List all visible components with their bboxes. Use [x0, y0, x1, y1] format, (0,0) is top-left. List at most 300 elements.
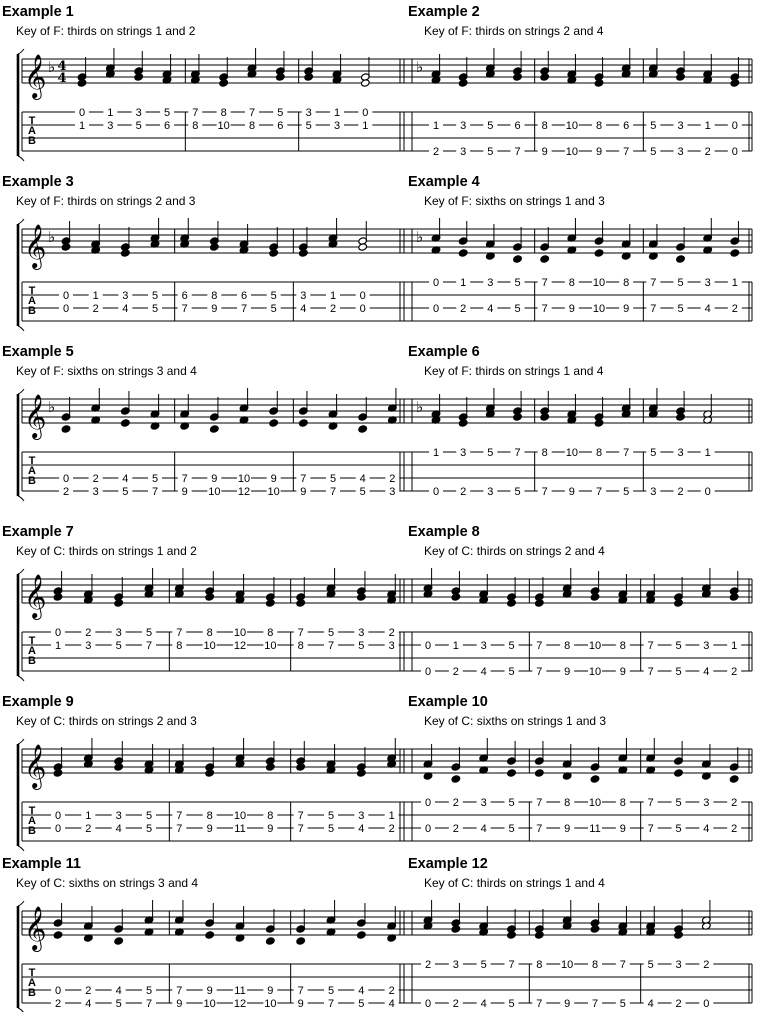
- flat-key-signature-icon: ♭: [48, 58, 56, 76]
- tab-fret-number: 8: [206, 627, 213, 639]
- tab-fret-number: 10: [233, 810, 247, 822]
- tab-fret-number: 5: [650, 120, 657, 132]
- tab-fret-number: 2: [388, 823, 395, 835]
- tab-fret-number: 5: [145, 627, 153, 639]
- tab-fret-number: 5: [508, 823, 515, 835]
- notehead: [535, 769, 545, 777]
- example-title: Example 1: [2, 4, 74, 20]
- tab-fret-number: 0: [362, 107, 369, 119]
- tab-fret-number: 9: [181, 486, 188, 498]
- tab-fret-number: 10: [264, 998, 277, 1010]
- tab-fret-number: 0: [54, 823, 62, 835]
- example-subtitle: Key of F: sixths on strings 3 and 4: [16, 364, 197, 378]
- tab-fret-number: 4: [115, 985, 122, 997]
- treble-clef-icon: 𝄞: [24, 54, 47, 98]
- tab-fret-number: 11: [589, 823, 601, 835]
- tab-fret-number: 5: [358, 998, 365, 1010]
- tab-fret-number: 10: [561, 959, 574, 971]
- notehead: [61, 425, 71, 433]
- tab-fret-number: 0: [704, 486, 711, 498]
- flat-key-signature-icon: ♭: [48, 228, 56, 246]
- tab-fret-number: 5: [145, 823, 153, 835]
- tab-fret-number: 5: [305, 120, 312, 132]
- tab-fret-number: 2: [424, 959, 432, 971]
- tab-fret-number: 0: [359, 303, 366, 315]
- tab-fret-number: 7: [650, 277, 657, 289]
- tab-fret-number: 10: [565, 120, 578, 132]
- tab-fret-number: 8: [595, 447, 603, 459]
- tab-fret-number: 4: [358, 985, 365, 997]
- tab-fret-number: 2: [85, 823, 92, 835]
- example-3-notation: [18, 218, 412, 331]
- tab-fret-number: 3: [704, 277, 711, 289]
- tab-fret-number: 9: [564, 998, 571, 1010]
- notehead: [299, 419, 309, 427]
- tab-clef-icon: B: [28, 655, 36, 667]
- tab-clef-icon: A: [28, 125, 36, 137]
- tab-clef-icon: T: [28, 285, 36, 297]
- tab-fret-number: 7: [650, 303, 657, 315]
- tab-fret-number: 3: [677, 120, 684, 132]
- tab-fret-number: 8: [564, 640, 571, 652]
- tab-clef-icon: B: [28, 825, 36, 837]
- tab-fret-number: 4: [704, 303, 711, 315]
- tab-fret-number: 3: [85, 640, 92, 652]
- example-title: Example 3: [2, 174, 74, 190]
- tab-fret-number: 8: [176, 640, 183, 652]
- tab-fret-number: 7: [297, 985, 304, 997]
- tab-fret-number: 0: [359, 290, 366, 302]
- tab-fret-number: 7: [181, 303, 188, 315]
- tab-fret-number: 4: [359, 473, 366, 485]
- tab-fret-number: 9: [297, 998, 304, 1010]
- tab-fret-number: 9: [300, 486, 307, 498]
- example-10-notation: [400, 738, 752, 841]
- tab-fret-number: 5: [135, 120, 142, 132]
- flat-key-signature-icon: ♭: [416, 228, 424, 246]
- tab-fret-number: 3: [677, 146, 684, 158]
- tab-clef-icon: A: [28, 465, 36, 477]
- tab-fret-number: 9: [568, 486, 575, 498]
- tab-fret-number: 7: [647, 797, 654, 809]
- notehead: [269, 419, 279, 427]
- tab-clef-icon: A: [28, 977, 36, 989]
- tab-fret-number: 4: [122, 473, 129, 485]
- tab-fret-number: 10: [237, 473, 251, 485]
- tab-fret-number: 5: [327, 810, 335, 822]
- tab-fret-number: 8: [297, 640, 304, 652]
- tab-fret-number: 0: [424, 666, 432, 678]
- tab-fret-number: 3: [460, 120, 467, 132]
- tab-fret-number: 5: [270, 303, 277, 315]
- tab-fret-number: 5: [270, 290, 277, 302]
- tab-fret-number: 8: [619, 797, 626, 809]
- example-title: Example 4: [408, 174, 480, 190]
- tab-fret-number: 2: [731, 666, 738, 678]
- tab-fret-number: 3: [460, 447, 467, 459]
- tab-fret-number: 9: [595, 146, 603, 158]
- tab-clef-icon: T: [28, 635, 36, 647]
- example-4-notation: [400, 218, 752, 321]
- tab-fret-number: 5: [514, 277, 521, 289]
- tab-fret-number: 10: [592, 303, 606, 315]
- tab-fret-number: 2: [731, 303, 738, 315]
- notehead: [674, 769, 684, 777]
- tab-fret-number: 0: [78, 107, 86, 119]
- tab-fret-number: 6: [181, 290, 188, 302]
- tab-fret-number: 9: [623, 303, 630, 315]
- tab-fret-number: 9: [206, 985, 213, 997]
- tab-fret-number: 10: [264, 640, 277, 652]
- tab-fret-number: 5: [115, 998, 122, 1010]
- tab-fret-number: 1: [85, 810, 92, 822]
- tab-fret-number: 7: [300, 473, 307, 485]
- example-12-notation: [400, 900, 752, 1010]
- example-subtitle: Key of F: thirds on strings 2 and 4: [424, 24, 604, 38]
- tab-fret-number: 7: [176, 810, 183, 822]
- tab-fret-number: 4: [480, 823, 487, 835]
- tab-fret-number: 3: [300, 290, 307, 302]
- tab-fret-number: 7: [240, 303, 248, 315]
- tab-fret-number: 0: [424, 998, 432, 1010]
- tab-fret-number: 3: [135, 107, 142, 119]
- tab-fret-number: 12: [233, 998, 247, 1010]
- flat-key-signature-icon: ♭: [416, 58, 424, 76]
- tab-fret-number: 5: [327, 823, 335, 835]
- tab-fret-number: 1: [333, 107, 341, 119]
- tab-fret-number: 3: [675, 959, 682, 971]
- example-7-notation: [18, 568, 412, 681]
- tab-fret-number: 7: [176, 823, 183, 835]
- tab-fret-number: 9: [541, 146, 548, 158]
- example-title: Example 11: [2, 856, 81, 872]
- tab-fret-number: 2: [329, 303, 337, 315]
- tab-fret-number: 3: [358, 810, 365, 822]
- tab-fret-number: 5: [508, 666, 515, 678]
- tab-fret-number: 7: [327, 640, 335, 652]
- tab-fret-number: 7: [536, 823, 543, 835]
- tab-fret-number: 10: [203, 640, 216, 652]
- tab-fret-number: 3: [333, 120, 341, 132]
- notehead: [358, 425, 368, 433]
- tab-fret-number: 1: [92, 290, 99, 302]
- treble-clef-icon: 𝄞: [24, 394, 47, 438]
- example-subtitle: Key of F: sixths on strings 1 and 3: [424, 194, 605, 208]
- tab-fret-number: 1: [704, 447, 711, 459]
- tab-fret-number: 2: [704, 146, 711, 158]
- tab-clef-icon: T: [28, 455, 36, 467]
- tab-clef-icon: T: [28, 805, 36, 817]
- tab-fret-number: 11: [234, 823, 246, 835]
- tab-fret-number: 6: [163, 120, 171, 132]
- tab-fret-number: 2: [92, 303, 99, 315]
- tab-fret-number: 1: [362, 120, 369, 132]
- tab-fret-number: 4: [300, 303, 307, 315]
- tab-fret-number: 4: [480, 998, 487, 1010]
- flat-key-signature-icon: ♭: [416, 398, 424, 416]
- tab-fret-number: 7: [536, 797, 543, 809]
- tab-fret-number: 7: [297, 627, 304, 639]
- tab-fret-number: 8: [568, 277, 575, 289]
- tab-fret-number: 8: [248, 120, 256, 132]
- example-9-notation: [18, 738, 412, 851]
- notehead: [357, 931, 367, 939]
- tab-fret-number: 7: [591, 998, 599, 1010]
- tab-fret-number: 8: [619, 640, 626, 652]
- tab-fret-number: 0: [54, 627, 62, 639]
- tab-fret-number: 2: [452, 797, 459, 809]
- tab-fret-number: 10: [588, 797, 602, 809]
- tab-fret-number: 1: [107, 107, 114, 119]
- notehead: [594, 249, 604, 257]
- tab-fret-number: 1: [452, 640, 459, 652]
- tab-fret-number: 5: [677, 303, 684, 315]
- tab-fret-number: 8: [623, 277, 630, 289]
- tab-fret-number: 8: [192, 120, 199, 132]
- tab-fret-number: 4: [703, 823, 710, 835]
- tab-fret-number: 7: [536, 998, 543, 1010]
- example-11-notation: [18, 900, 412, 1012]
- tab-fret-number: 1: [731, 277, 738, 289]
- tab-fret-number: 9: [564, 666, 571, 678]
- tab-fret-number: 9: [619, 666, 626, 678]
- notehead: [507, 769, 517, 777]
- tab-fret-number: 10: [233, 627, 247, 639]
- tab-fret-number: 7: [176, 985, 183, 997]
- tab-fret-number: 8: [267, 627, 274, 639]
- example-subtitle: Key of C: thirds on strings 2 and 4: [424, 544, 605, 558]
- tab-fret-number: 0: [432, 486, 440, 498]
- tab-fret-number: 3: [703, 640, 710, 652]
- tab-fret-number: 0: [54, 810, 62, 822]
- tab-fret-number: 7: [647, 640, 654, 652]
- tab-fret-number: 1: [54, 640, 62, 652]
- example-title: Example 2: [408, 4, 480, 20]
- example-title: Example 9: [2, 694, 74, 710]
- example-title: Example 8: [408, 524, 480, 540]
- example-title: Example 6: [408, 344, 480, 360]
- tab-fret-number: 8: [211, 290, 218, 302]
- notehead: [730, 249, 740, 257]
- tab-fret-number: 9: [568, 303, 575, 315]
- time-signature-digit: 4: [57, 59, 67, 74]
- tab-fret-number: 7: [595, 486, 603, 498]
- tab-fret-number: 10: [203, 998, 216, 1010]
- tab-fret-number: 10: [565, 146, 578, 158]
- example-title: Example 7: [2, 524, 74, 540]
- tab-fret-number: 5: [514, 486, 521, 498]
- tab-fret-number: 5: [122, 486, 129, 498]
- tab-fret-number: 4: [480, 666, 487, 678]
- tab-clef-icon: T: [28, 967, 36, 979]
- tab-fret-number: 5: [151, 290, 159, 302]
- tab-fret-number: 3: [480, 797, 487, 809]
- tab-fret-number: 3: [305, 107, 312, 119]
- tab-fret-number: 5: [514, 303, 521, 315]
- tab-fret-number: 10: [565, 447, 578, 459]
- tab-fret-number: 2: [703, 959, 710, 971]
- tab-fret-number: 5: [647, 959, 654, 971]
- tab-fret-number: 2: [388, 627, 395, 639]
- tab-fret-number: 0: [703, 998, 710, 1010]
- tab-fret-number: 6: [240, 290, 248, 302]
- tab-fret-number: 2: [62, 486, 70, 498]
- tab-fret-number: 7: [541, 277, 548, 289]
- tab-fret-number: 0: [424, 823, 432, 835]
- tab-fret-number: 5: [675, 666, 682, 678]
- tab-fret-number: 7: [327, 998, 335, 1010]
- flat-key-signature-icon: ♭: [48, 398, 56, 416]
- tab-fret-number: 8: [220, 107, 227, 119]
- tab-fret-number: 5: [163, 107, 171, 119]
- notehead: [53, 931, 63, 939]
- tab-fret-number: 8: [564, 797, 571, 809]
- tab-fret-number: 7: [181, 473, 188, 485]
- tab-fret-number: 7: [623, 146, 630, 158]
- tab-fret-number: 5: [487, 447, 494, 459]
- tab-fret-number: 10: [208, 486, 221, 498]
- tab-fret-number: 3: [480, 640, 487, 652]
- tab-fret-number: 3: [650, 486, 657, 498]
- tab-fret-number: 1: [388, 810, 395, 822]
- tab-fret-number: 2: [460, 486, 467, 498]
- tab-fret-number: 0: [731, 146, 738, 158]
- tab-fret-number: 5: [480, 959, 487, 971]
- tab-fret-number: 3: [487, 486, 494, 498]
- tab-fret-number: 4: [358, 823, 365, 835]
- tab-fret-number: 9: [270, 473, 277, 485]
- tab-fret-number: 4: [122, 303, 129, 315]
- example-subtitle: Key of C: sixths on strings 1 and 3: [424, 714, 607, 728]
- tab-fret-number: 7: [329, 486, 337, 498]
- tab-fret-number: 11: [234, 985, 246, 997]
- tab-fret-number: 3: [703, 797, 710, 809]
- example-subtitle: Key of F: thirds on strings 1 and 2: [16, 24, 196, 38]
- tab-fret-number: 1: [432, 120, 440, 132]
- tab-fret-number: 1: [78, 120, 86, 132]
- tab-fret-number: 2: [452, 666, 459, 678]
- tab-fret-number: 0: [54, 985, 62, 997]
- tab-fret-number: 1: [432, 447, 440, 459]
- tab-fret-number: 5: [145, 810, 153, 822]
- tab-fret-number: 7: [151, 486, 159, 498]
- tab-fret-number: 2: [388, 985, 395, 997]
- example-subtitle: Key of F: thirds on strings 2 and 3: [16, 194, 196, 208]
- example-subtitle: Key of C: sixths on strings 3 and 4: [16, 876, 199, 890]
- tab-clef-icon: T: [28, 115, 36, 127]
- notehead: [114, 937, 124, 945]
- tab-fret-number: 7: [145, 998, 153, 1010]
- tab-fret-number: 7: [514, 146, 521, 158]
- tab-fret-number: 7: [514, 447, 521, 459]
- tab-fret-number: 5: [277, 107, 284, 119]
- treble-clef-icon: 𝄞: [24, 224, 47, 268]
- tab-fret-number: 2: [452, 998, 459, 1010]
- tab-fret-number: 2: [452, 823, 459, 835]
- example-1-notation: [18, 48, 412, 161]
- tab-fret-number: 3: [122, 290, 129, 302]
- tab-fret-number: 0: [424, 640, 432, 652]
- tab-fret-number: 4: [647, 998, 654, 1010]
- time-signature-digit: 4: [57, 71, 67, 86]
- tab-fret-number: 9: [206, 823, 213, 835]
- tab-fret-number: 7: [619, 959, 626, 971]
- tab-fret-number: 3: [358, 627, 365, 639]
- tab-fret-number: 10: [592, 277, 606, 289]
- tab-fret-number: 7: [647, 823, 654, 835]
- tab-fret-number: 7: [145, 640, 153, 652]
- tab-fret-number: 8: [595, 120, 603, 132]
- tab-fret-number: 4: [85, 998, 92, 1010]
- tab-fret-number: 0: [731, 120, 738, 132]
- tab-fret-number: 1: [329, 290, 337, 302]
- tab-fret-number: 3: [115, 627, 122, 639]
- tab-fret-number: 0: [424, 797, 432, 809]
- tab-fret-number: 5: [650, 146, 657, 158]
- tab-fret-number: 0: [432, 303, 440, 315]
- tab-fret-number: 0: [62, 290, 70, 302]
- notehead: [540, 255, 550, 263]
- example-subtitle: Key of C: thirds on strings 1 and 4: [424, 876, 605, 890]
- tab-fret-number: 5: [358, 640, 365, 652]
- tab-clef-icon: B: [28, 135, 36, 147]
- tab-fret-number: 2: [85, 627, 92, 639]
- tab-fret-number: 2: [85, 985, 92, 997]
- notehead: [590, 775, 600, 783]
- tab-fret-number: 3: [107, 120, 114, 132]
- example-5-notation: [18, 388, 412, 501]
- tab-fret-number: 5: [487, 146, 494, 158]
- tab-fret-number: 4: [487, 303, 494, 315]
- tab-fret-number: 5: [650, 447, 657, 459]
- tab-fret-number: 5: [329, 473, 337, 485]
- tab-fret-number: 7: [508, 959, 515, 971]
- example-subtitle: Key of F: thirds on strings 1 and 4: [424, 364, 604, 378]
- tab-fret-number: 0: [432, 277, 440, 289]
- tab-fret-number: 5: [508, 797, 515, 809]
- tab-fret-number: 2: [731, 823, 738, 835]
- tab-fret-number: 5: [151, 303, 159, 315]
- tab-clef-icon: A: [28, 815, 36, 827]
- tab-fret-number: 3: [115, 810, 122, 822]
- notehead: [205, 931, 215, 939]
- tab-fret-number: 7: [536, 640, 543, 652]
- tab-fret-number: 9: [619, 823, 626, 835]
- tab-fret-number: 5: [359, 486, 366, 498]
- tab-fret-number: 7: [176, 627, 183, 639]
- tab-fret-number: 8: [206, 810, 213, 822]
- tab-fret-number: 7: [536, 666, 543, 678]
- tab-fret-number: 2: [731, 797, 738, 809]
- tab-clef-icon: A: [28, 645, 36, 657]
- tab-fret-number: 8: [591, 959, 599, 971]
- tab-fret-number: 3: [487, 277, 494, 289]
- tab-fret-number: 6: [277, 120, 284, 132]
- example-title: Example 12: [408, 856, 488, 872]
- example-subtitle: Key of C: thirds on strings 2 and 3: [16, 714, 197, 728]
- tab-fret-number: 6: [514, 120, 521, 132]
- tab-fret-number: 4: [115, 823, 122, 835]
- example-2-notation: [400, 48, 752, 158]
- example-subtitle: Key of C: thirds on strings 1 and 2: [16, 544, 197, 558]
- tab-fret-number: 5: [677, 277, 684, 289]
- treble-clef-icon: 𝄞: [24, 906, 47, 950]
- tab-fret-number: 5: [151, 473, 159, 485]
- tab-fret-number: 7: [248, 107, 256, 119]
- tab-fret-number: 3: [460, 146, 467, 158]
- tab-fret-number: 3: [388, 640, 395, 652]
- treble-clef-icon: 𝄞: [24, 744, 47, 788]
